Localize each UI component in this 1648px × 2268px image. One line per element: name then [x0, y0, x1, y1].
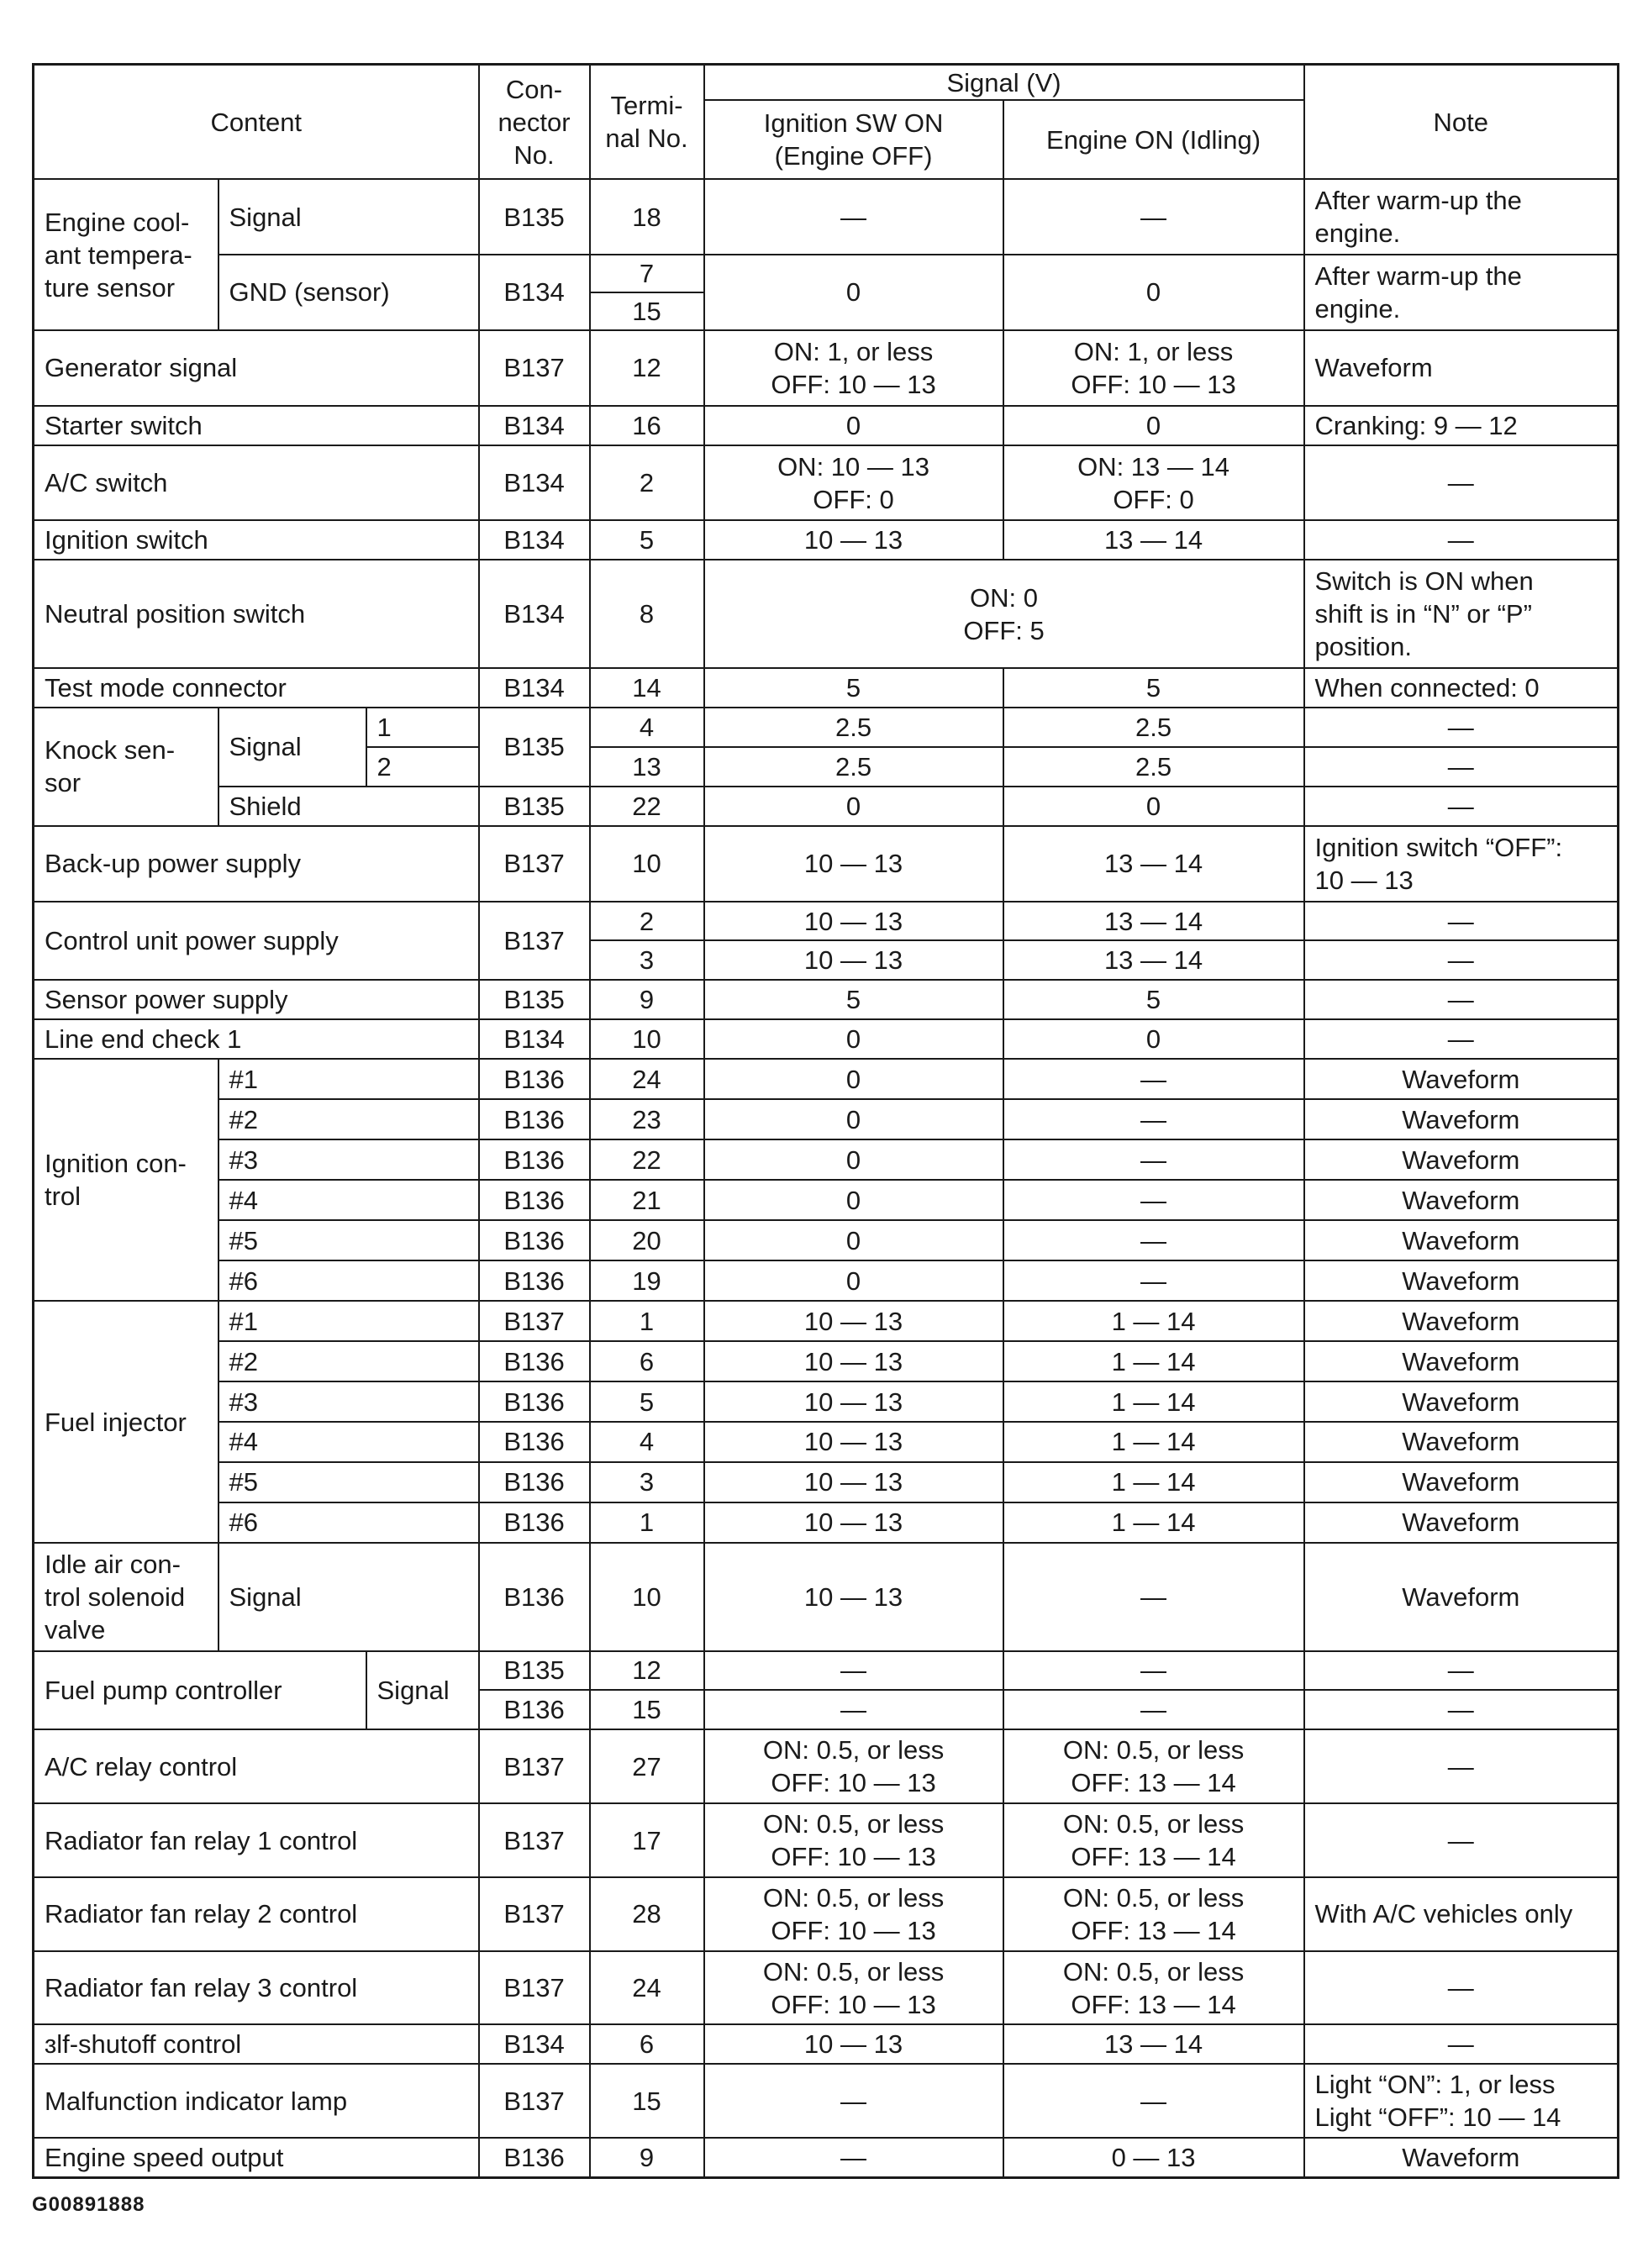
engine-on-cell: —	[1003, 179, 1304, 255]
terminal-cell: 2	[590, 902, 704, 941]
table-row	[34, 560, 1619, 668]
connector-cell: B134	[479, 255, 590, 330]
index-cell: #4	[219, 1422, 479, 1462]
ignition-on-cell: 10 — 13	[704, 1341, 1003, 1381]
table-row	[34, 980, 1619, 1019]
note-cell: With A/C vehicles only	[1304, 1877, 1619, 1951]
connector-cell: B136	[479, 1139, 590, 1180]
engine-on-cell: ON: 0.5, or less OFF: 13 — 14	[1003, 1803, 1304, 1877]
terminal-cell: 23	[590, 1099, 704, 1139]
terminal-cell: 10	[590, 826, 704, 902]
ignition-on-cell: ON: 0.5, or less OFF: 10 — 13	[704, 1951, 1003, 2025]
row-label: Neutral position switch	[34, 560, 479, 668]
table-row	[34, 255, 1619, 292]
table-row	[34, 668, 1619, 708]
connector-cell: B136	[479, 1180, 590, 1220]
row-label: Back-up power supply	[34, 826, 479, 902]
table-row	[34, 1803, 1619, 1877]
connector-cell: B137	[479, 1729, 590, 1803]
note-cell: —	[1304, 940, 1619, 980]
note-cell: Switch is ON when shift is in “N” or “P” position.	[1304, 560, 1619, 668]
ignition-on-cell: 5	[704, 980, 1003, 1019]
table-row	[34, 902, 1619, 941]
ignition-on-cell: ON: 0.5, or less OFF: 10 — 13	[704, 1729, 1003, 1803]
table-row	[34, 2064, 1619, 2138]
table-row	[34, 1729, 1619, 1803]
index-cell: #1	[219, 1301, 479, 1341]
terminal-cell: 6	[590, 1341, 704, 1381]
engine-on-cell: 13 — 14	[1003, 902, 1304, 941]
engine-on-cell: 1 — 14	[1003, 1301, 1304, 1341]
index-cell: #1	[219, 1059, 479, 1099]
engine-on-cell: —	[1003, 1180, 1304, 1220]
engine-on-cell: 1 — 14	[1003, 1502, 1304, 1543]
note-cell: —	[1304, 1690, 1619, 1729]
engine-on-cell: —	[1003, 1139, 1304, 1180]
row-label: ɜlf-shutoff control	[34, 2024, 479, 2064]
ignition-on-cell: 2.5	[704, 708, 1003, 747]
terminal-cell: 15	[590, 2064, 704, 2138]
connector-cell: B136	[479, 2138, 590, 2177]
ignition-on-cell: —	[704, 1651, 1003, 1691]
connector-cell: B135	[479, 708, 590, 787]
terminal-cell: 19	[590, 1260, 704, 1301]
engine-on-cell: 1 — 14	[1003, 1422, 1304, 1462]
header-ignition-on: Ignition SW ON (Engine OFF)	[704, 100, 1003, 179]
engine-on-cell: 13 — 14	[1003, 2024, 1304, 2064]
terminal-cell: 6	[590, 2024, 704, 2064]
connector-cell: B134	[479, 560, 590, 668]
note-cell: Waveform	[1304, 1260, 1619, 1301]
ignition-on-cell: 10 — 13	[704, 1381, 1003, 1422]
row-label: Engine speed output	[34, 2138, 479, 2177]
ignition-on-cell: 0	[704, 1059, 1003, 1099]
note-cell: After warm-up the engine.	[1304, 255, 1619, 330]
ecm-signal-table	[32, 63, 1619, 2179]
table-row	[34, 2024, 1619, 2064]
note-cell: —	[1304, 980, 1619, 1019]
connector-cell: B136	[479, 1462, 590, 1502]
index-cell: #4	[219, 1180, 479, 1220]
table-row	[34, 1381, 1619, 1422]
connector-cell: B136	[479, 1422, 590, 1462]
row-label: Line end check 1	[34, 1019, 479, 1059]
engine-on-cell: 13 — 14	[1003, 826, 1304, 902]
row-label: Radiator fan relay 1 control	[34, 1803, 479, 1877]
engine-on-cell: ON: 13 — 14 OFF: 0	[1003, 445, 1304, 521]
connector-cell: B136	[479, 1220, 590, 1260]
row-label: Ignition switch	[34, 520, 479, 560]
connector-cell: B134	[479, 520, 590, 560]
terminal-cell: 24	[590, 1951, 704, 2025]
note-cell: —	[1304, 708, 1619, 747]
terminal-cell: 22	[590, 1139, 704, 1180]
ignition-on-cell: —	[704, 2064, 1003, 2138]
terminal-cell: 9	[590, 2138, 704, 2177]
table-row	[34, 1502, 1619, 1543]
ignition-on-cell: ON: 1, or less OFF: 10 — 13	[704, 330, 1003, 406]
row-label: Test mode connector	[34, 668, 479, 708]
connector-cell: B137	[479, 1803, 590, 1877]
connector-cell: B136	[479, 1502, 590, 1543]
table-row	[34, 787, 1619, 826]
header-engine-on: Engine ON (Idling)	[1003, 100, 1304, 179]
table-row	[34, 406, 1619, 445]
terminal-cell: 1	[590, 1301, 704, 1341]
connector-cell: B137	[479, 1951, 590, 2025]
terminal-cell: 12	[590, 1651, 704, 1691]
terminal-cell: 20	[590, 1220, 704, 1260]
note-cell: Waveform	[1304, 1220, 1619, 1260]
index-cell: #5	[219, 1462, 479, 1502]
table-row	[34, 1543, 1619, 1651]
row-label: Control unit power supply	[34, 902, 479, 981]
terminal-cell: 15	[590, 1690, 704, 1729]
engine-on-cell: ON: 0.5, or less OFF: 13 — 14	[1003, 1877, 1304, 1951]
note-cell: After warm-up the engine.	[1304, 179, 1619, 255]
header-terminal: Termi- nal No.	[590, 65, 704, 180]
note-cell: —	[1304, 2024, 1619, 2064]
ignition-on-cell: 10 — 13	[704, 940, 1003, 980]
connector-cell: B134	[479, 406, 590, 445]
ignition-on-cell: 10 — 13	[704, 1462, 1003, 1502]
connector-cell: B137	[479, 902, 590, 981]
note-cell: Light “ON”: 1, or less Light “OFF”: 10 — 14	[1304, 2064, 1619, 2138]
ignition-on-cell: 5	[704, 668, 1003, 708]
terminal-cell: 2	[590, 445, 704, 521]
index-cell: 1	[366, 708, 479, 747]
engine-on-cell: 13 — 14	[1003, 940, 1304, 980]
row-label: Idle air con- trol solenoid valve	[34, 1543, 219, 1651]
table-row	[34, 1877, 1619, 1951]
signal-merged-cell: ON: 0 OFF: 5	[704, 560, 1304, 668]
row-label: Engine cool- ant tempera- ture sensor	[34, 179, 219, 330]
row-sublabel: GND (sensor)	[219, 255, 479, 330]
ignition-on-cell: 0	[704, 255, 1003, 330]
connector-cell: B134	[479, 445, 590, 521]
terminal-cell: 10	[590, 1019, 704, 1059]
row-sublabel: Shield	[219, 787, 479, 826]
note-cell: Waveform	[1304, 1180, 1619, 1220]
engine-on-cell: 1 — 14	[1003, 1462, 1304, 1502]
connector-cell: B137	[479, 1877, 590, 1951]
row-sublabel: Signal	[366, 1651, 479, 1730]
ignition-on-cell: 0	[704, 1180, 1003, 1220]
table-row	[34, 1260, 1619, 1301]
index-cell: #6	[219, 1502, 479, 1543]
engine-on-cell: 0	[1003, 255, 1304, 330]
terminal-cell: 4	[590, 1422, 704, 1462]
connector-cell: B135	[479, 980, 590, 1019]
note-cell: Waveform	[1304, 330, 1619, 406]
row-sublabel: Signal	[219, 1543, 479, 1651]
terminal-cell: 13	[590, 747, 704, 787]
engine-on-cell: 1 — 14	[1003, 1381, 1304, 1422]
table-row	[34, 1099, 1619, 1139]
table-row	[34, 1059, 1619, 1099]
connector-cell: B136	[479, 1260, 590, 1301]
row-sublabel: Signal	[219, 179, 479, 255]
engine-on-cell: —	[1003, 1543, 1304, 1651]
ignition-on-cell: 0	[704, 1139, 1003, 1180]
header-signal: Signal (V)	[704, 65, 1304, 101]
table-row	[34, 826, 1619, 902]
terminal-cell: 5	[590, 1381, 704, 1422]
note-cell: —	[1304, 1803, 1619, 1877]
note-cell: When connected: 0	[1304, 668, 1619, 708]
note-cell: Waveform	[1304, 1341, 1619, 1381]
note-cell: Waveform	[1304, 1502, 1619, 1543]
connector-cell: B135	[479, 1651, 590, 1691]
engine-on-cell: —	[1003, 2064, 1304, 2138]
connector-cell: B137	[479, 1301, 590, 1341]
terminal-cell: 12	[590, 330, 704, 406]
ignition-on-cell: 10 — 13	[704, 1301, 1003, 1341]
header-connector: Con- nector No.	[479, 65, 590, 180]
connector-cell: B136	[479, 1059, 590, 1099]
table-row	[34, 1951, 1619, 2025]
engine-on-cell: —	[1003, 1260, 1304, 1301]
note-cell: —	[1304, 520, 1619, 560]
engine-on-cell: 1 — 14	[1003, 1341, 1304, 1381]
row-label: Fuel injector	[34, 1301, 219, 1543]
terminal-cell: 21	[590, 1180, 704, 1220]
engine-on-cell: —	[1003, 1099, 1304, 1139]
note-cell: Waveform	[1304, 1099, 1619, 1139]
table-row	[34, 1422, 1619, 1462]
ignition-on-cell: 0	[704, 787, 1003, 826]
index-cell: #6	[219, 1260, 479, 1301]
table-row	[34, 445, 1619, 521]
ignition-on-cell: 0	[704, 406, 1003, 445]
note-cell: —	[1304, 747, 1619, 787]
ignition-on-cell: 0	[704, 1260, 1003, 1301]
header-note: Note	[1304, 65, 1619, 180]
ignition-on-cell: ON: 10 — 13 OFF: 0	[704, 445, 1003, 521]
engine-on-cell: 2.5	[1003, 747, 1304, 787]
ignition-on-cell: —	[704, 1690, 1003, 1729]
engine-on-cell: ON: 0.5, or less OFF: 13 — 14	[1003, 1729, 1304, 1803]
ignition-on-cell: 10 — 13	[704, 1502, 1003, 1543]
index-cell: #3	[219, 1381, 479, 1422]
terminal-cell: 10	[590, 1543, 704, 1651]
note-cell: Waveform	[1304, 1422, 1619, 1462]
index-cell: 2	[366, 747, 479, 787]
ignition-on-cell: 10 — 13	[704, 902, 1003, 941]
ignition-on-cell: 10 — 13	[704, 2024, 1003, 2064]
note-cell: Cranking: 9 — 12	[1304, 406, 1619, 445]
terminal-cell: 9	[590, 980, 704, 1019]
ignition-on-cell: 10 — 13	[704, 826, 1003, 902]
table-row	[34, 1139, 1619, 1180]
engine-on-cell: —	[1003, 1059, 1304, 1099]
note-cell: Waveform	[1304, 1543, 1619, 1651]
table-row	[34, 1462, 1619, 1502]
engine-on-cell: ON: 0.5, or less OFF: 13 — 14	[1003, 1951, 1304, 2025]
connector-cell: B136	[479, 1690, 590, 1729]
index-cell: #2	[219, 1341, 479, 1381]
table-row	[34, 1341, 1619, 1381]
engine-on-cell: 5	[1003, 668, 1304, 708]
table-row	[34, 1180, 1619, 1220]
engine-on-cell: ON: 1, or less OFF: 10 — 13	[1003, 330, 1304, 406]
terminal-cell: 8	[590, 560, 704, 668]
terminal-cell: 5	[590, 520, 704, 560]
note-cell: —	[1304, 1651, 1619, 1691]
row-label: Radiator fan relay 3 control	[34, 1951, 479, 2025]
engine-on-cell: 0 — 13	[1003, 2138, 1304, 2177]
terminal-cell: 14	[590, 668, 704, 708]
terminal-cell: 3	[590, 940, 704, 980]
ignition-on-cell: —	[704, 2138, 1003, 2177]
note-cell: Waveform	[1304, 1139, 1619, 1180]
engine-on-cell: —	[1003, 1690, 1304, 1729]
engine-on-cell: 0	[1003, 787, 1304, 826]
table-row	[34, 1220, 1619, 1260]
ignition-on-cell: 10 — 13	[704, 520, 1003, 560]
table-row	[34, 179, 1619, 255]
header-content: Content	[34, 65, 479, 180]
row-label: Sensor power supply	[34, 980, 479, 1019]
engine-on-cell: 2.5	[1003, 708, 1304, 747]
index-cell: #2	[219, 1099, 479, 1139]
engine-on-cell: 5	[1003, 980, 1304, 1019]
connector-cell: B135	[479, 787, 590, 826]
note-cell: —	[1304, 902, 1619, 941]
figure-code: G00891888	[32, 2193, 145, 2216]
terminal-cell: 28	[590, 1877, 704, 1951]
note-cell: —	[1304, 1951, 1619, 2025]
connector-cell: B134	[479, 2024, 590, 2064]
note-cell: —	[1304, 787, 1619, 826]
note-cell: Ignition switch “OFF”: 10 — 13	[1304, 826, 1619, 902]
ignition-on-cell: 0	[704, 1099, 1003, 1139]
note-cell: Waveform	[1304, 2138, 1619, 2177]
table-row	[34, 330, 1619, 406]
engine-on-cell: 13 — 14	[1003, 520, 1304, 560]
row-label: A/C relay control	[34, 1729, 479, 1803]
index-cell: #5	[219, 1220, 479, 1260]
note-cell: —	[1304, 1729, 1619, 1803]
row-label: Starter switch	[34, 406, 479, 445]
terminal-cell: 3	[590, 1462, 704, 1502]
row-label: A/C switch	[34, 445, 479, 521]
engine-on-cell: 0	[1003, 406, 1304, 445]
terminal-cell: 15	[590, 292, 704, 330]
terminal-cell: 16	[590, 406, 704, 445]
terminal-cell: 27	[590, 1729, 704, 1803]
row-label: Ignition con- trol	[34, 1059, 219, 1301]
ignition-on-cell: 2.5	[704, 747, 1003, 787]
index-cell: #3	[219, 1139, 479, 1180]
terminal-cell: 1	[590, 1502, 704, 1543]
ignition-on-cell: 0	[704, 1019, 1003, 1059]
connector-cell: B136	[479, 1543, 590, 1651]
table-row	[34, 1651, 1619, 1691]
row-label: Fuel pump controller	[34, 1651, 366, 1730]
ignition-on-cell: ON: 0.5, or less OFF: 10 — 13	[704, 1877, 1003, 1951]
table-row	[34, 2138, 1619, 2177]
header-row	[34, 65, 1619, 101]
note-cell: Waveform	[1304, 1059, 1619, 1099]
connector-cell: B134	[479, 668, 590, 708]
connector-cell: B135	[479, 179, 590, 255]
engine-on-cell: 0	[1003, 1019, 1304, 1059]
note-cell: Waveform	[1304, 1381, 1619, 1422]
ignition-on-cell: 0	[704, 1220, 1003, 1260]
terminal-cell: 22	[590, 787, 704, 826]
connector-cell: B136	[479, 1381, 590, 1422]
ignition-on-cell: —	[704, 179, 1003, 255]
ignition-on-cell: ON: 0.5, or less OFF: 10 — 13	[704, 1803, 1003, 1877]
table-row	[34, 708, 1619, 747]
terminal-cell: 7	[590, 255, 704, 292]
table-row	[34, 1019, 1619, 1059]
row-label: Knock sen- sor	[34, 708, 219, 826]
engine-on-cell: —	[1003, 1651, 1304, 1691]
engine-on-cell: —	[1003, 1220, 1304, 1260]
row-label: Generator signal	[34, 330, 479, 406]
signal-table-sheet	[32, 63, 1617, 2179]
connector-cell: B134	[479, 1019, 590, 1059]
note-cell: Waveform	[1304, 1462, 1619, 1502]
connector-cell: B137	[479, 826, 590, 902]
ignition-on-cell: 10 — 13	[704, 1543, 1003, 1651]
ignition-on-cell: 10 — 13	[704, 1422, 1003, 1462]
connector-cell: B137	[479, 330, 590, 406]
row-label: Radiator fan relay 2 control	[34, 1877, 479, 1951]
terminal-cell: 24	[590, 1059, 704, 1099]
connector-cell: B136	[479, 1099, 590, 1139]
terminal-cell: 18	[590, 179, 704, 255]
table-row	[34, 1301, 1619, 1341]
connector-cell: B136	[479, 1341, 590, 1381]
note-cell: —	[1304, 1019, 1619, 1059]
terminal-cell: 17	[590, 1803, 704, 1877]
connector-cell: B137	[479, 2064, 590, 2138]
note-cell: —	[1304, 445, 1619, 521]
row-sublabel: Signal	[219, 708, 366, 787]
terminal-cell: 4	[590, 708, 704, 747]
row-label: Malfunction indicator lamp	[34, 2064, 479, 2138]
table-row	[34, 520, 1619, 560]
note-cell: Waveform	[1304, 1301, 1619, 1341]
